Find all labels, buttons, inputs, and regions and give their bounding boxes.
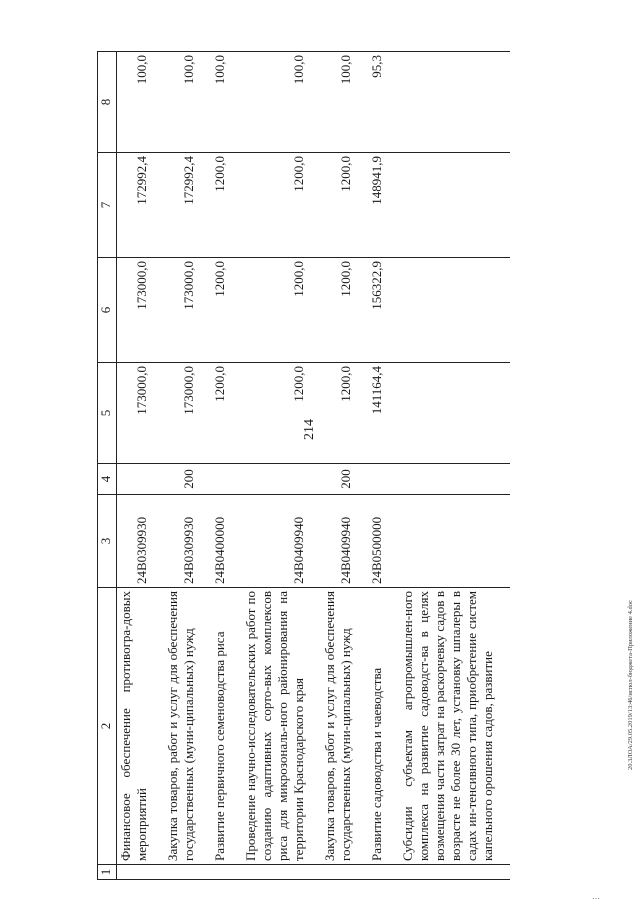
row-code: 24В0409940 (321, 495, 368, 588)
row-value-7 (399, 153, 510, 258)
header-row (98, 52, 117, 880)
row-value-6: 1200,0 (242, 258, 321, 363)
row-value-5: 1200,0 (242, 363, 321, 464)
header-col-4: 4 (98, 464, 117, 495)
row-value-8: 100,0 (242, 52, 321, 153)
row-value-7: 1200,0 (242, 153, 321, 258)
row-name: Закупка товаров, работ и услуг для обеспечения государственных (муни-ципальных) нужд (321, 588, 368, 865)
header-col-6: 6 (98, 258, 117, 363)
row-value-5: 141164,4 (368, 363, 399, 464)
row-value-6 (399, 258, 510, 363)
row-value-5 (399, 363, 510, 464)
row-name: Развитие садоводства и чаеводства (368, 588, 399, 865)
header-col-1: 1 (98, 865, 117, 880)
row-value-8 (399, 52, 510, 153)
row-type (242, 464, 321, 495)
page-number: 214 (302, 419, 317, 440)
row-type: 200 (164, 464, 211, 495)
row-name: Проведение научно-исследовательских работ по созданию адаптивных сорто-вых комплексов риса для микрозональ-ного районирования на территории Краснодарского края (242, 588, 321, 865)
row-value-6: 156322,9 (368, 258, 399, 363)
row-value-6: 173000,0 (117, 258, 165, 363)
footer-file-path: 20.3ЛОА/29.05.2019/13:46/испол-бюджета-Приложение 4.doc (627, 600, 634, 770)
row-code: 24В0409940 (242, 495, 321, 588)
table-row (164, 52, 211, 880)
row-type (368, 464, 399, 495)
row-name: Финансовое обеспечение противогра-довых мероприятий (117, 588, 165, 865)
row-index-cell (399, 865, 510, 880)
table-row (399, 52, 510, 880)
row-value-5: 173000,0 (117, 363, 165, 464)
row-value-8: 100,0 (117, 52, 165, 153)
table-row (242, 52, 321, 880)
row-value-7: 1200,0 (321, 153, 368, 258)
row-value-6: 1200,0 (321, 258, 368, 363)
row-value-7: 1200,0 (211, 153, 242, 258)
table-row (368, 52, 399, 880)
row-value-8: 100,0 (211, 52, 242, 153)
row-value-8: 95,3 (368, 52, 399, 153)
row-value-8: 100,0 (164, 52, 211, 153)
row-code: 24В0400000 (211, 495, 242, 588)
rotated-document (97, 55, 607, 880)
row-type (117, 464, 165, 495)
budget-table (97, 51, 510, 880)
header-col-3: 3 (98, 495, 117, 588)
row-name: Развитие первичного семеноводства риса (211, 588, 242, 865)
row-type: 200 (321, 464, 368, 495)
row-code: 24В0500000 (368, 495, 399, 588)
row-index-cell (321, 865, 368, 880)
row-value-7: 148941,9 (368, 153, 399, 258)
row-index-cell (164, 865, 211, 880)
row-value-6: 1200,0 (211, 258, 242, 363)
header-col-8: 8 (98, 52, 117, 153)
row-name: Субсидии субъектам агропромышлен-ного комплекса на развитие садоводст-ва в целях возмещения части затрат на раскорчевку садов в возрасте не более 30 лет, установку шпалеры в садах ин-тенсивного типа, приобретение систем капельного орошения садов, развитие (399, 588, 510, 865)
row-code: 24В0309930 (117, 495, 165, 588)
row-name: Закупка товаров, работ и услуг для обеспечения государственных (муни-ципальных) нужд (164, 588, 211, 865)
row-value-6: 173000,0 (164, 258, 211, 363)
row-value-8: 100,0 (321, 52, 368, 153)
row-value-7: 172992,4 (117, 153, 165, 258)
header-col-7: 7 (98, 153, 117, 258)
table-row (211, 52, 242, 880)
row-type (399, 464, 510, 495)
row-code (399, 495, 510, 588)
row-index-cell (211, 865, 242, 880)
bottom-mark: … (592, 892, 600, 901)
row-index-cell (242, 865, 321, 880)
row-value-5: 173000,0 (164, 363, 211, 464)
row-type (211, 464, 242, 495)
row-index-cell (368, 865, 399, 880)
row-code: 24В0309930 (164, 495, 211, 588)
row-value-5: 1200,0 (211, 363, 242, 464)
header-col-5: 5 (98, 363, 117, 464)
table-row (321, 52, 368, 880)
row-value-7: 172992,4 (164, 153, 211, 258)
row-value-5: 1200,0 (321, 363, 368, 464)
header-col-2: 2 (98, 588, 117, 865)
table-row (117, 52, 165, 880)
row-index-cell (117, 865, 165, 880)
